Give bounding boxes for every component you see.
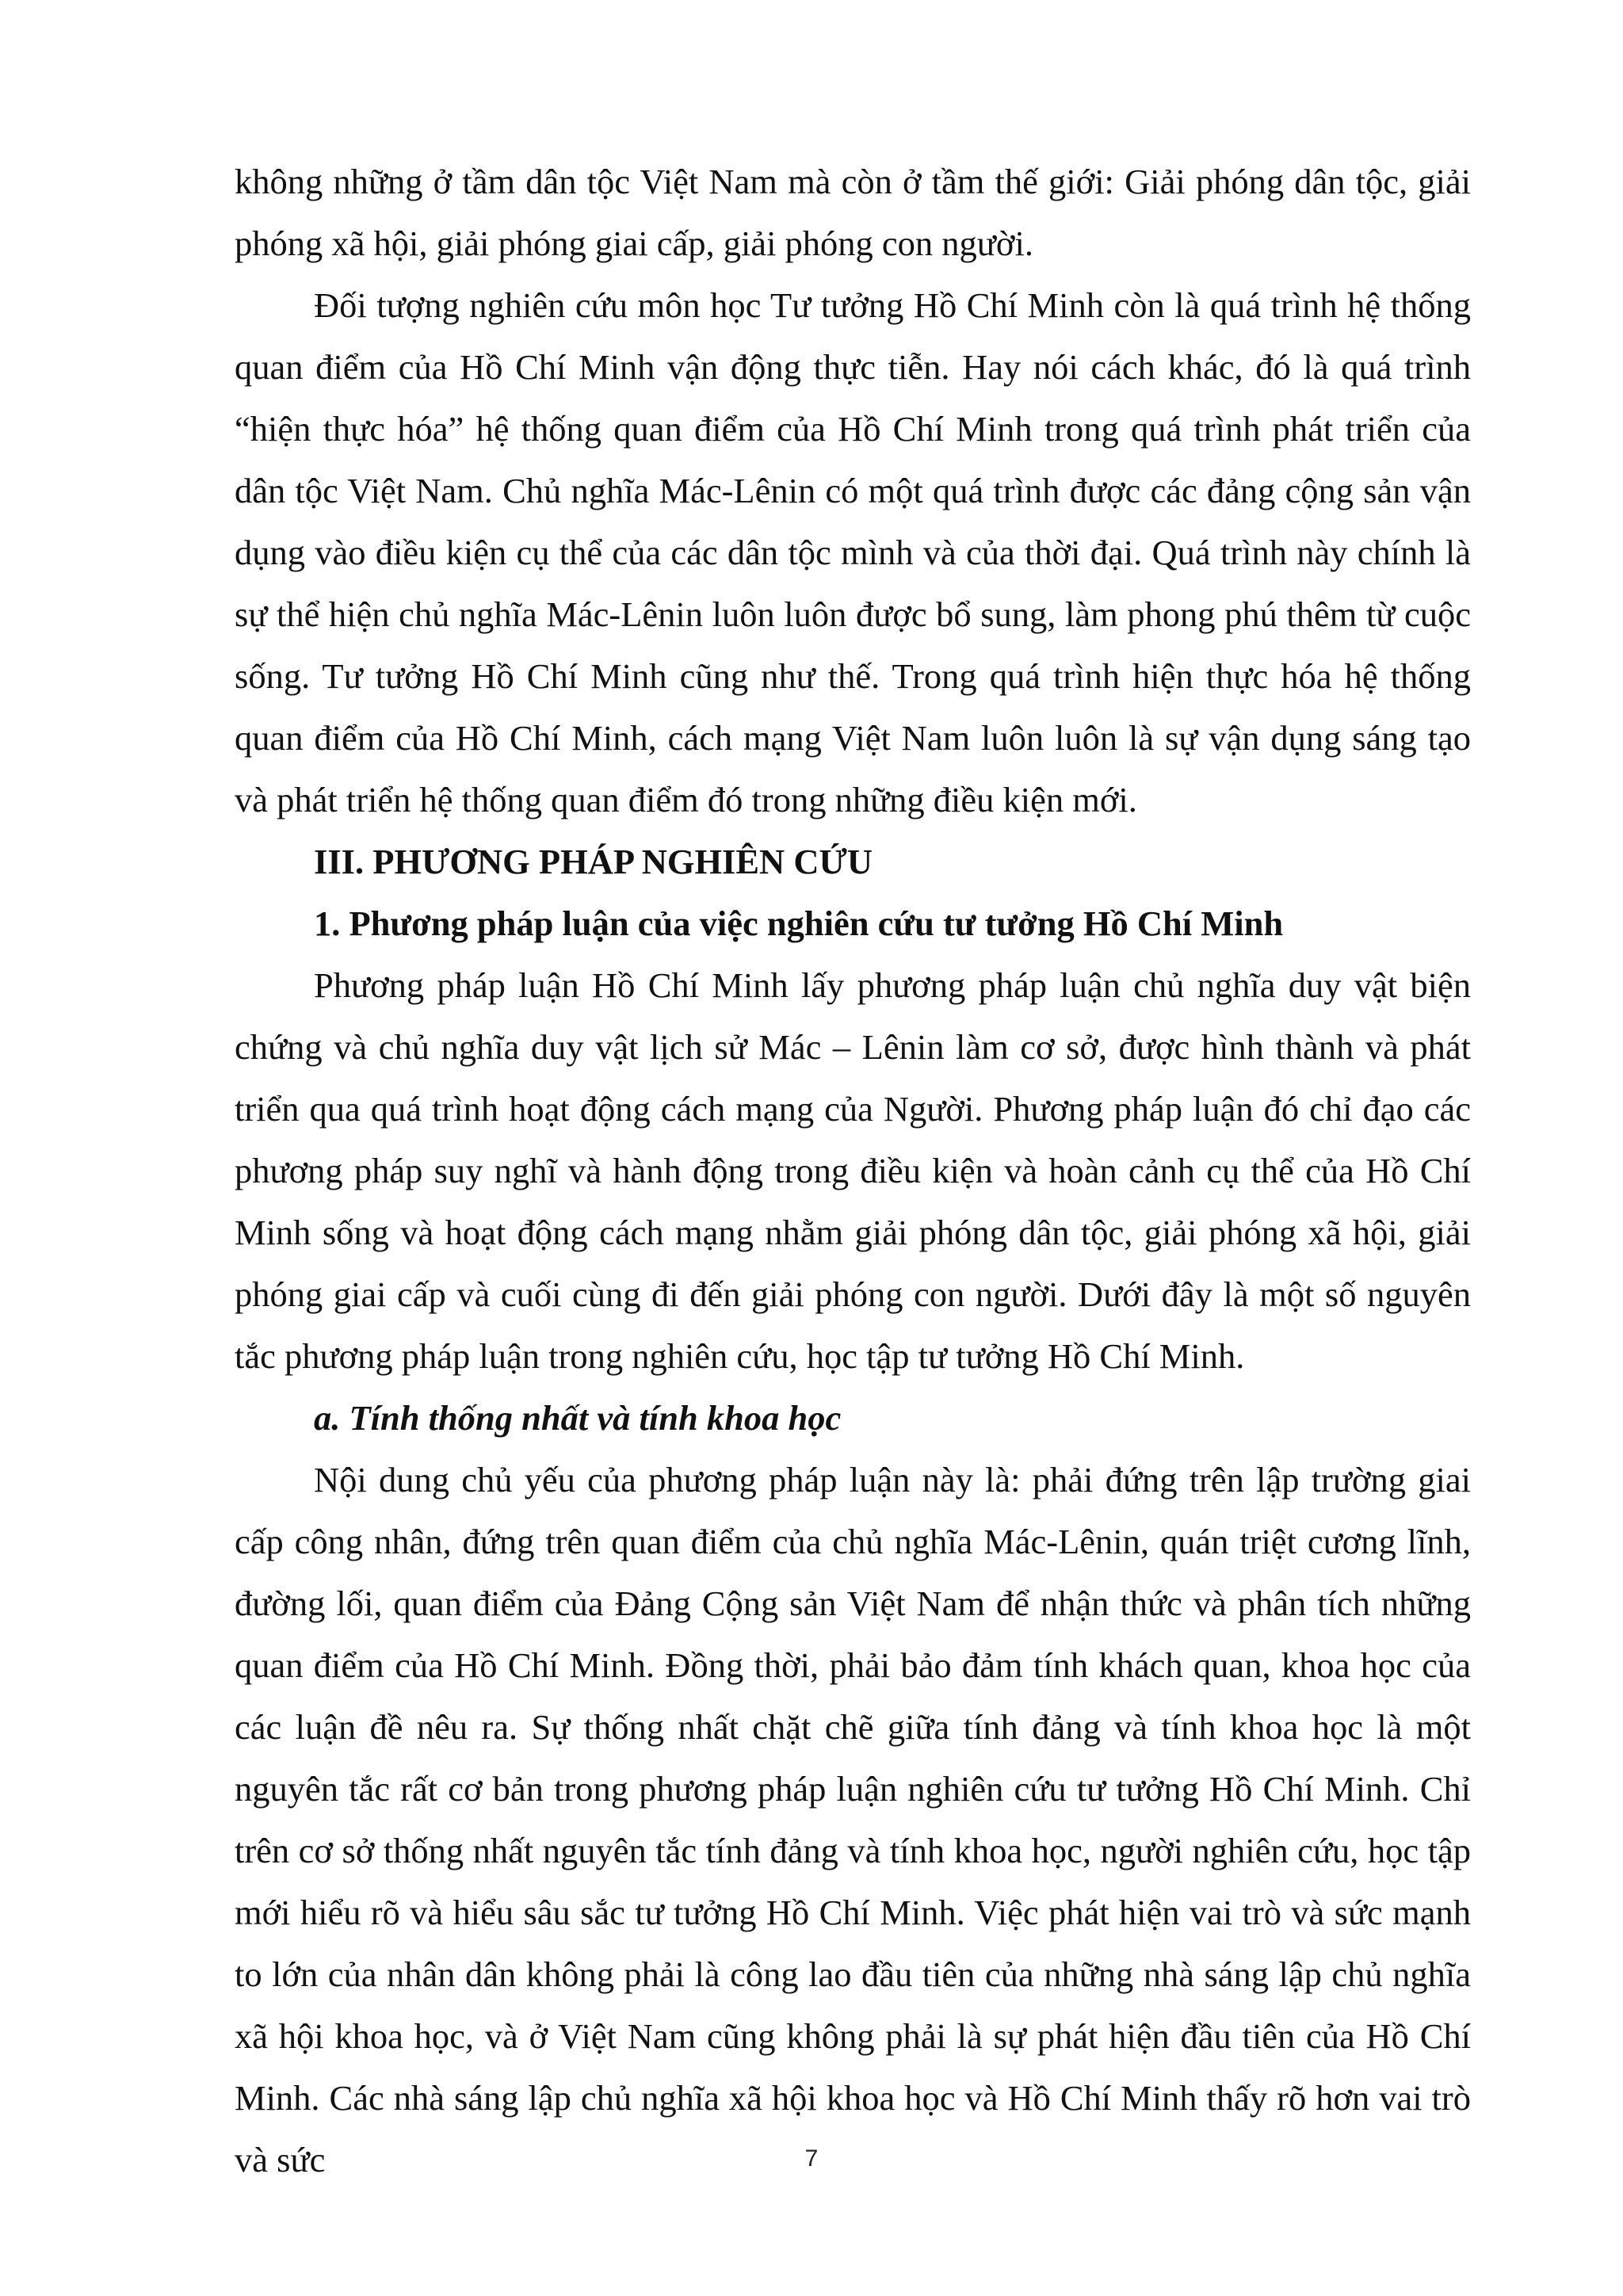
page-number: 7	[804, 2145, 819, 2172]
section-heading-research-methods: III. PHƯƠNG PHÁP NGHIÊN CỨU	[314, 842, 873, 881]
sub-subsection-heading-unity-science: a. Tính thống nhất và tính khoa học	[314, 1398, 842, 1438]
paragraph-unity-science: Nội dung chủ yếu của phương pháp luận này là: phải đứng trên lập trường giai cấp công nhân, đứng trên quan điểm của chủ nghĩa Mác-Lênin, quán triệt cương lĩnh, đường lối, quan điểm của Đảng Cộng sản Việt Nam để nhận thức và phân tích những quan điểm của Hồ Chí Minh. Đồng thời, phải bảo đảm tính khách quan, khoa học của các luận đề nêu ra. Sự thống nhất chặt chẽ giữa tính đảng và tính khoa học là một nguyên tắc rất cơ bản trong phương pháp luận nghiên cứu tư tưởng Hồ Chí Minh. Chỉ trên cơ sở thống nhất nguyên tắc tính đảng và tính khoa học, người nghiên cứu, học tập mới hiểu rõ và hiểu sâu sắc tư tưởng Hồ Chí Minh. Việc phát hiện vai trò và sức mạnh to lớn của nhân dân không phải là công lao đầu tiên của những nhà sáng lập chủ nghĩa xã hội khoa học, và ở Việt Nam cũng không phải là sự phát hiện đầu tiên của Hồ Chí Minh. Các nhà sáng lập chủ nghĩa xã hội khoa học và Hồ Chí Minh thấy rõ hơn vai trò và sức	[235, 1460, 1471, 2179]
document-body	[235, 151, 1471, 2191]
paragraph-research-object: Đối tượng nghiên cứu môn học Tư tưởng Hồ Chí Minh còn là quá trình hệ thống quan điểm của Hồ Chí Minh vận động thực tiễn. Hay nói cách khác, đó là quá trình “hiện thực hóa” hệ thống quan điểm của Hồ Chí Minh trong quá trình phát triển của dân tộc Việt Nam. Chủ nghĩa Mác-Lênin có một quá trình được các đảng cộng sản vận dụng vào điều kiện cụ thể của các dân tộc mình và của thời đại. Quá trình này chính là sự thể hiện chủ nghĩa Mác-Lênin luôn luôn được bổ sung, làm phong phú thêm từ cuộc sống. Tư tưởng Hồ Chí Minh cũng như thế. Trong quá trình hiện thực hóa hệ thống quan điểm của Hồ Chí Minh, cách mạng Việt Nam luôn luôn là sự vận dụng sáng tạo và phát triển hệ thống quan điểm đó trong những điều kiện mới.	[235, 285, 1471, 819]
paragraph-continuation: không những ở tầm dân tộc Việt Nam mà còn ở tầm thế giới: Giải phóng dân tộc, giải phóng xã hội, giải phóng giai cấp, giải phóng con người.	[235, 162, 1471, 263]
paragraph-methodology: Phương pháp luận Hồ Chí Minh lấy phương pháp luận chủ nghĩa duy vật biện chứng và chủ nghĩa duy vật lịch sử Mác – Lênin làm cơ sở, được hình thành và phát triển qua quá trình hoạt động cách mạng của Người. Phương pháp luận đó chỉ đạo các phương pháp suy nghĩ và hành động trong điều kiện và hoàn cảnh cụ thể của Hồ Chí Minh sống và hoạt động cách mạng nhằm giải phóng dân tộc, giải phóng xã hội, giải phóng giai cấp và cuối cùng đi đến giải phóng con người. Dưới đây là một số nguyên tắc phương pháp luận trong nghiên cứu, học tập tư tưởng Hồ Chí Minh.	[235, 965, 1471, 1376]
subsection-heading-methodology: 1. Phương pháp luận của việc nghiên cứu tư tưởng Hồ Chí Minh	[314, 904, 1284, 943]
